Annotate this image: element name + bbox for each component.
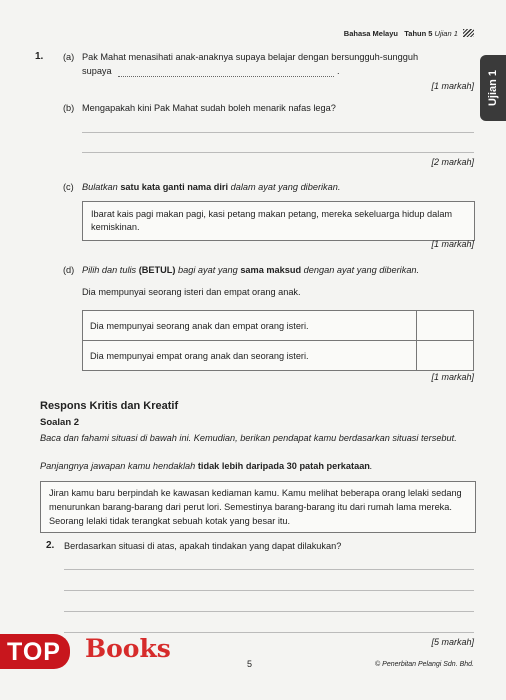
instr2-post: . — [369, 461, 373, 471]
q1-number: 1. — [35, 51, 44, 62]
q1a-answer-line[interactable] — [118, 76, 334, 77]
q1d-sentence: Dia mempunyai seorang isteri dan empat orang anak. — [82, 287, 301, 297]
q1a-text-line2: supaya — [82, 66, 112, 76]
q2-number: 2. — [46, 540, 55, 551]
instr2-bold: tidak lebih daripada 30 patah perkataan — [197, 461, 370, 471]
q1d-instr-e: dengan ayat yang diberikan. — [301, 265, 420, 275]
q1a-label: (a) — [63, 52, 75, 62]
header-year: Tahun 5 — [404, 29, 433, 38]
q2-answer-line-2[interactable] — [64, 590, 474, 591]
q1c-instr-pre: Bulatkan — [82, 182, 121, 192]
q1c-instr-bold: satu kata ganti nama diri — [120, 182, 229, 192]
q1d-option-2: Dia mempunyai empat orang anak dan seorang isteri. — [83, 341, 417, 371]
q1b-label: (b) — [63, 103, 75, 113]
page-number: 5 — [247, 659, 253, 669]
q1c-label: (c) — [63, 182, 74, 192]
q1d-marks: [1 markah] — [431, 372, 474, 382]
q1c-sentence-box[interactable] — [82, 201, 475, 241]
q1d-option-2-answer-box[interactable] — [417, 341, 474, 371]
instr2-pre: Panjangnya jawapan kamu hendaklah — [40, 461, 198, 471]
q2-answer-line-3[interactable] — [64, 611, 474, 612]
q1c-instruction — [82, 181, 340, 194]
hatch-icon — [463, 29, 474, 37]
q1c-instr-post: dalam ayat yang diberikan. — [228, 182, 341, 192]
q1d-option-1: Dia mempunyai seorang anak dan empat orang isteri. — [83, 311, 417, 341]
q1d-instr-b: (BETUL) — [138, 265, 176, 275]
q2-text: Berdasarkan situasi di atas, apakah tindakan yang dapat dilakukan? — [64, 541, 342, 551]
soalan-2-label: Soalan 2 — [40, 417, 80, 428]
side-tab-label: Ujian 1 — [487, 69, 499, 107]
q1d-instr-c: bagi ayat yang — [175, 265, 241, 275]
side-tab — [480, 55, 506, 121]
q1a-marks: [1 markah] — [431, 81, 474, 91]
q1c-box-text: Ibarat kais pagi makan pagi, kasi petang makan petang, mereka sekeluarga hidup dalam kemiskinan. — [91, 209, 453, 232]
section2-title: Respons Kritis dan Kreatif — [40, 400, 179, 412]
q1d-option-1-answer-box[interactable] — [417, 311, 474, 341]
q1d-instr-a: Pilih dan tulis — [82, 265, 139, 275]
q1d-label: (d) — [63, 265, 75, 275]
q1a-end: . — [337, 66, 340, 76]
situation-box — [40, 481, 476, 533]
logo-books-text: Books — [85, 634, 171, 663]
q2-marks: [5 markah] — [431, 637, 474, 647]
page-header — [344, 29, 474, 38]
table-row — [83, 311, 474, 341]
logo-top-text: TOP — [0, 634, 70, 669]
table-row — [83, 341, 474, 371]
q2-answer-line-1[interactable] — [64, 569, 474, 570]
section2-instruction-2 — [40, 460, 372, 473]
publisher-credit: © Penerbitan Pelangi Sdn. Bhd. — [375, 661, 474, 668]
q1a-text: Pak Mahat menasihati anak-anaknya supaya belajar dengan bersungguh-sungguh — [82, 52, 419, 62]
q1d-instruction — [82, 264, 419, 277]
situation-text: Jiran kamu baru berpindah ke kawasan kediaman kamu. Kamu melihat beberapa orang lelaki sedang menurunkan barang-barang dari perut lori. Semestinya barang-barang itu dari rumah lama mereka. Seorang lelaki tidak terangkat sebuah kotak yang besar itu. — [49, 488, 462, 526]
q1b-answer-line-1[interactable] — [82, 132, 474, 133]
header-subject: Bahasa Melayu — [343, 29, 398, 38]
q1d-options-table — [82, 310, 474, 371]
q1c-marks: [1 markah] — [431, 239, 474, 249]
q1d-instr-d: sama maksud — [240, 265, 302, 275]
section2-instruction-1: Baca dan fahami situasi di bawah ini. Kemudian, berikan pendapat kamu berdasarkan situasi tersebut. — [40, 433, 457, 443]
q1b-marks: [2 markah] — [431, 157, 474, 167]
header-test: Ujian 1 — [434, 29, 458, 38]
q1b-text: Mengapakah kini Pak Mahat sudah boleh menarik nafas lega? — [82, 103, 336, 113]
q1b-answer-line-2[interactable] — [82, 152, 474, 153]
topbooks-logo — [0, 632, 200, 672]
